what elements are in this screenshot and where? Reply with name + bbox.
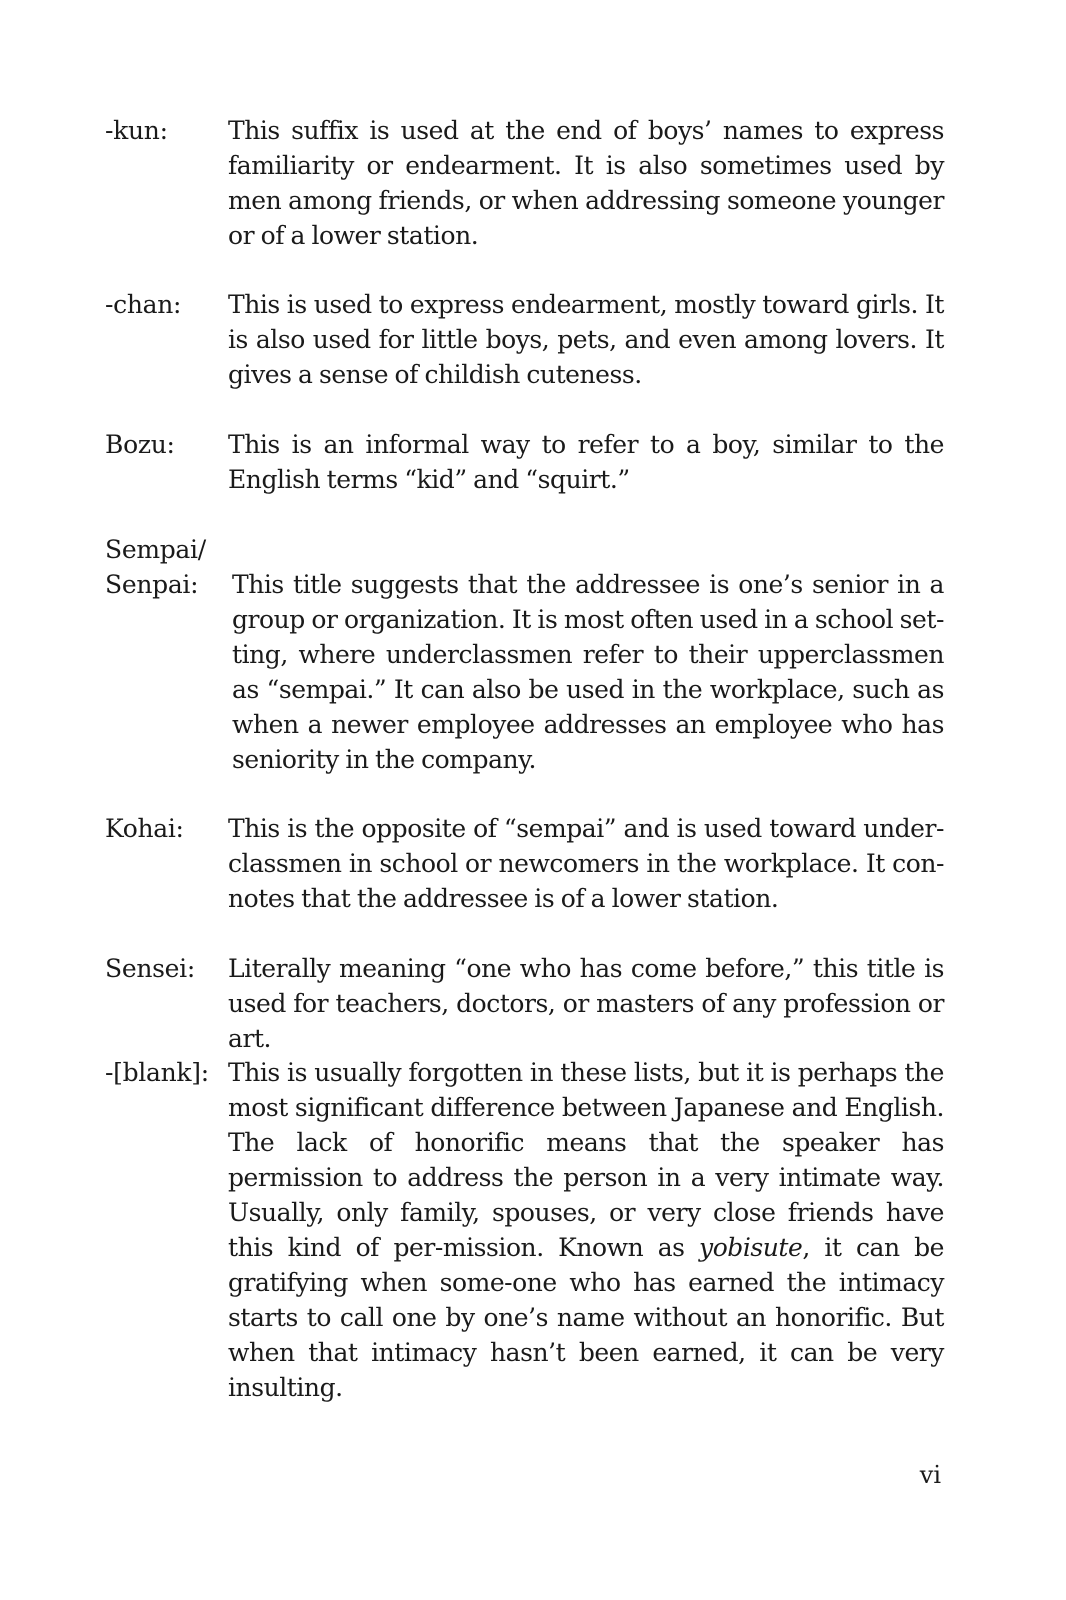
term-label: -[blank]: (105, 1058, 209, 1087)
term-label: Sempai/ Senpai: (105, 535, 206, 599)
term-definition: This suffix is used at the end of boys’ names to express familiarity or endearment. It is also sometimes used by men among friends, or when addressing someone younger or of a lower station. (228, 116, 944, 250)
term-definition: This is used to express endearment, mostly toward girls. It is also used for little boys, pets, and even among lovers. It gives a sense of childish cuteness. (228, 290, 944, 389)
term-definition: This is the opposite of “sempai” and is used toward under-classmen in school or newcomers in the workplace. It con-notes that the addressee is of a lower station. (228, 814, 944, 913)
term-definition (228, 1055, 944, 1405)
definition-text-start: This is usually forgotten in these lists, but it is perhaps the most significant difference between Japanese and English. The lack of honorific means that the speaker has permission to address the person in a very intimate way. Usually, only family, spouses, or very close friends have this kind of per-mission. Known as (228, 1058, 944, 1262)
term-label: Kohai: (105, 814, 184, 843)
term-label: -chan: (105, 290, 182, 319)
definition-text-end: , it can be gratifying when some-one who has earned the intimacy starts to call one by one’s name without an honorific. But when that intimacy hasn’t been earned, it can be very insulting. (228, 1233, 944, 1402)
term-label: Sensei: (105, 954, 195, 983)
term-definition: This is an informal way to refer to a boy, similar to the English terms “kid” and “squirt.” (228, 430, 944, 494)
term-label: Bozu: (105, 430, 175, 459)
term-label: -kun: (105, 116, 168, 145)
page-number: vi (919, 1461, 941, 1489)
term-definition: Literally meaning “one who has come before,” this title is used for teachers, doctors, or masters of any profession or art. (228, 954, 944, 1053)
definition-italic-term: yobisute (699, 1233, 803, 1262)
term-definition: This title suggests that the addressee is one’s senior in a group or organization. It is most often used in a school set-ting, where underclassmen refer to their upperclassmen as “sempai.” It can also be used in the workplace, such as when a newer employee addresses an employee who has seniority in the company. (232, 570, 944, 774)
